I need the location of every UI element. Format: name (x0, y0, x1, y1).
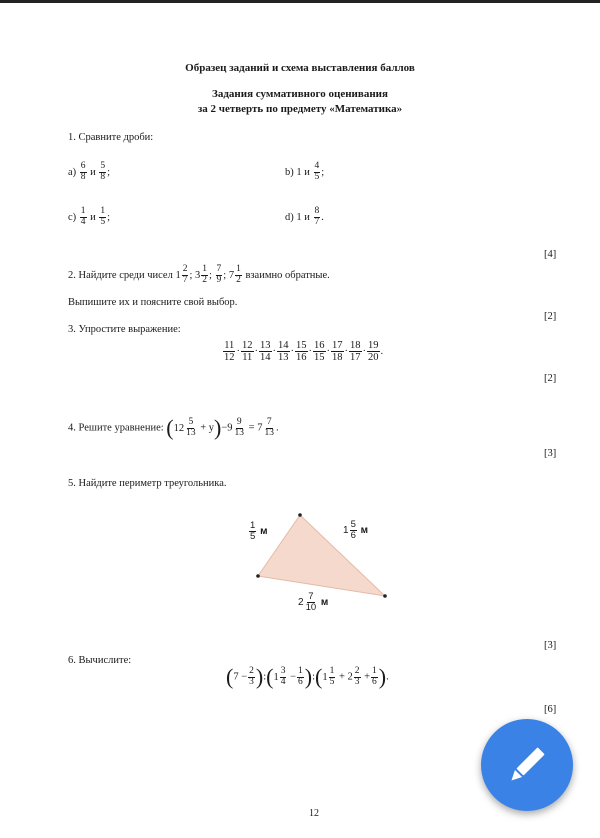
fraction: $\frac{17}{18}$ (332, 340, 343, 364)
pencil-tip (508, 770, 522, 784)
page-number: 12 (309, 808, 319, 819)
multiply-dot: · (236, 345, 240, 357)
fraction: $\frac{5}{8}$ (100, 161, 106, 182)
top-border (0, 0, 600, 3)
fraction: $\frac{1}{4}$ (80, 206, 86, 227)
mixed-number: 7 $\frac{1}{2}$ (228, 264, 241, 285)
q5-text: 5. Найдите периметр треугольника. (68, 478, 227, 489)
fraction: $\frac{4}{5}$ (314, 161, 320, 182)
fraction: $\frac{1}{5}$ (100, 206, 106, 227)
vertex-top (298, 513, 302, 517)
fraction: $\frac{1}{6}$ (298, 665, 303, 687)
multiply-dot: · (344, 345, 348, 357)
multiply-dot: · (254, 345, 258, 357)
mixed-number: 1 $\frac{3}{4}$ (273, 665, 286, 687)
fraction: $\frac{18}{17}$ (350, 340, 361, 364)
fraction: $\frac{16}{15}$ (314, 340, 325, 364)
q4-equation: 4. Решите уравнение: ( 12 $\frac{5}{13}$ + y)−9 $\frac{9}{13}$ = 7 $\frac{7}{13}$ . (68, 415, 279, 440)
vertex-right (383, 594, 387, 598)
q1-d-label: d) (285, 211, 294, 223)
q2-line-1: 2. Найдите среди чисел 1 $\frac{2}{7}$ ; 3 $\frac{1}{2}$ ; $\frac{7}{9}$ ; 7 $\frac{1}{2}$ взаимно обратные. (68, 264, 330, 285)
multiply-dot: · (326, 345, 330, 357)
pencil-icon (481, 719, 573, 811)
mixed-number: $\frac{7}{9}$ (216, 264, 222, 285)
fraction: $\frac{7}{13}$ (264, 416, 274, 438)
q3-score: [2] (544, 373, 557, 384)
side-left-length: $\frac{1}{5}$ м (250, 520, 268, 542)
mixed-number: 3 $\frac{1}{2}$ (194, 264, 207, 285)
q1-c-label: c) (68, 211, 77, 223)
document-subtitle-2: за 2 четверть по предмету «Математика» (197, 103, 403, 115)
q1-item-b: b) 1 и $\frac{4}{5}$ ; (285, 161, 325, 182)
period: . (380, 345, 384, 357)
q2-line-2: Выпишите их и поясните свой выбор. (68, 297, 238, 308)
q2-score: [2] (544, 311, 557, 322)
fraction: $\frac{8}{7}$ (314, 206, 320, 227)
fraction: $\frac{9}{13}$ (234, 416, 245, 438)
side-bottom-length: 2 $\frac{7}{10}$ м (298, 591, 329, 613)
mixed-number: 1 $\frac{1}{5}$ (322, 665, 335, 687)
fraction: $\frac{11}{12}$ (224, 340, 235, 364)
q6-expression: (7 − $\frac{2}{3}$ ):( 1 $\frac{3}{4}$ − $\frac{1}{6}$ ):( 1 $\frac{1}{5}$ + 2 $\frac{2}{3}$ + $\frac{1}{6}$ ). (226, 664, 389, 689)
q5-score: [3] (544, 640, 557, 651)
document-subtitle-1: Задания суммативного оценивания (212, 88, 388, 100)
multiply-dot: · (308, 345, 312, 357)
fraction: $\frac{2}{3}$ (354, 665, 360, 687)
q1-item-d: d) 1 и $\frac{8}{7}$ . (285, 206, 324, 227)
vertex-left (256, 574, 260, 578)
multiply-dot: · (290, 345, 294, 357)
side-right-length: 1 $\frac{5}{6}$ м (343, 519, 369, 541)
document-title: Образец заданий и схема выставления баллов (185, 62, 415, 74)
pencil-body (516, 747, 544, 775)
q4-score: [3] (544, 448, 557, 459)
fraction: $\frac{1}{6}$ (372, 665, 377, 687)
edit-fab-button[interactable] (481, 719, 573, 811)
mixed-number: 12 $\frac{5}{13}$ (173, 416, 196, 438)
q1-item-c: c) $\frac{1}{4}$ и $\frac{1}{5}$ ; (68, 206, 111, 227)
fraction: $\frac{13}{14}$ (260, 340, 271, 364)
fraction: $\frac{12}{11}$ (242, 340, 253, 364)
multiply-dot: · (272, 345, 276, 357)
q6-text: 6. Вычислите: (68, 655, 132, 666)
q1-text: 1. Сравните дроби: (68, 132, 154, 143)
q3-expression (222, 340, 383, 363)
q1-a-label: a) (68, 166, 77, 178)
q1-item-a: a) $\frac{6}{8}$ и $\frac{5}{8}$ ; (68, 161, 111, 182)
q1-score: [4] (544, 249, 557, 260)
mixed-number: 1 $\frac{2}{7}$ (175, 264, 188, 285)
fraction: $\frac{19}{20}$ (368, 340, 379, 364)
q1-b-label: b) (285, 166, 294, 178)
multiply-dot: · (362, 345, 366, 357)
fraction: $\frac{15}{16}$ (296, 340, 307, 364)
fraction: $\frac{2}{3}$ (249, 665, 254, 687)
fraction: $\frac{14}{13}$ (278, 340, 289, 364)
fraction: $\frac{6}{8}$ (80, 161, 86, 182)
q3-text: 3. Упростите выражение: (68, 324, 181, 335)
q6-score: [6] (544, 704, 557, 715)
